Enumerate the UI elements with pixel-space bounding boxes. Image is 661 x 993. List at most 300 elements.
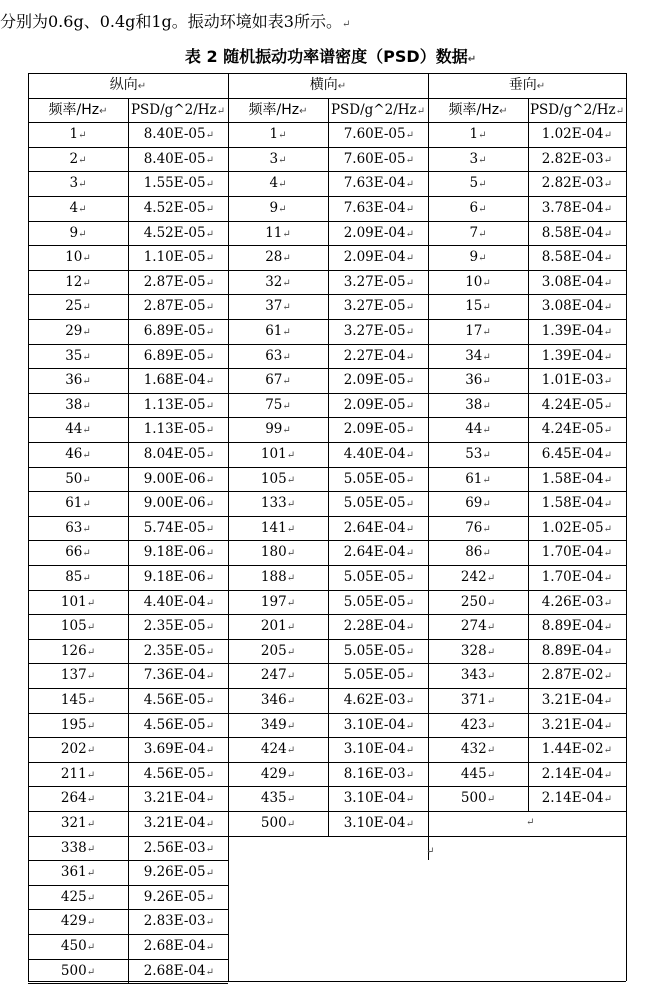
psd-cell-text: 2.14E-04	[541, 765, 604, 782]
paragraph-mark: ↵	[78, 228, 87, 240]
paragraph-mark: ↵	[405, 720, 414, 732]
freq-cell-text: 429	[260, 765, 287, 782]
col-divider	[328, 98, 329, 836]
psd-cell	[328, 172, 428, 196]
paragraph-mark: ↵	[603, 720, 612, 732]
paragraph-mark: ↵	[478, 179, 487, 191]
freq-cell	[228, 246, 328, 270]
psd-cell-text: 1.39E-04	[541, 323, 604, 339]
freq-cell	[228, 443, 328, 467]
psd-cell	[128, 222, 228, 246]
paragraph-mark: ↵	[282, 376, 291, 388]
row-divider	[428, 688, 626, 689]
paragraph-mark: ↵	[82, 253, 91, 265]
freq-cell-text: 247	[260, 667, 287, 684]
psd-cell-text: 9.00E-06	[143, 495, 206, 512]
freq-cell-text: 105	[60, 618, 87, 635]
psd-cell-text: 4.40E-04	[343, 446, 406, 462]
psd-cell	[528, 664, 626, 688]
psd-cell-text: 1.55E-05	[143, 175, 206, 192]
paragraph-mark: ↵	[205, 425, 214, 437]
psd-cell	[328, 197, 428, 221]
freq-cell-text: 188	[260, 569, 287, 585]
freq-cell-text: 264	[60, 790, 87, 807]
paragraph-mark: ↵	[82, 425, 91, 437]
paragraph-mark: ↵	[205, 646, 214, 658]
paragraph-mark: ↵	[486, 745, 496, 757]
col-header-psd-text: PSD/g^2/Hz	[529, 101, 616, 118]
freq-cell	[28, 271, 128, 295]
paragraph-mark: ↵	[205, 327, 214, 338]
paragraph-mark: ↵	[286, 646, 296, 658]
freq-cell	[428, 295, 528, 319]
freq-cell-text: 445	[460, 765, 487, 782]
paragraph-mark: ↵	[482, 277, 491, 289]
psd-cell	[128, 812, 228, 836]
psd-cell-text: 1.13E-05	[143, 421, 206, 438]
psd-cell-text: 9.18E-06	[143, 544, 206, 561]
paragraph-mark: ↵	[603, 696, 612, 707]
freq-cell-text: 38	[465, 396, 483, 413]
paragraph-mark: ↵	[78, 204, 87, 215]
paragraph-mark: ↵	[205, 130, 214, 142]
freq-cell-text: 63	[265, 347, 283, 364]
paragraph-mark: ↵	[603, 499, 612, 511]
freq-cell-text: 321	[60, 815, 87, 831]
psd-cell-text: 4.26E-03	[541, 593, 604, 610]
freq-cell	[28, 148, 128, 172]
psd-cell	[128, 271, 228, 295]
freq-cell	[28, 541, 128, 565]
col-header-psd-text: PSD/g^2/Hz	[330, 101, 417, 118]
paragraph-mark: ↵	[603, 351, 612, 363]
paragraph-mark: ↵	[299, 105, 308, 117]
paragraph-mark: ↵	[603, 646, 612, 658]
freq-cell	[28, 615, 128, 639]
freq-cell-text: 53	[465, 446, 483, 462]
freq-cell	[28, 664, 128, 688]
freq-cell-text: 7	[469, 224, 479, 241]
freq-cell	[228, 148, 328, 172]
freq-cell-text: 429	[60, 913, 87, 930]
paragraph-mark: ↵	[278, 154, 287, 166]
psd-cell	[528, 591, 626, 615]
group-header-text: 垂向	[508, 77, 537, 93]
paragraph-mark: ↵	[482, 400, 491, 412]
psd-cell-text: 8.89E-04	[541, 618, 604, 635]
psd-cell-text: 1.70E-04	[541, 544, 604, 561]
freq-cell	[228, 295, 328, 319]
psd-cell-text: 9.26E-05	[143, 864, 206, 881]
psd-cell-text: 7.36E-04	[143, 667, 206, 684]
psd-cell	[328, 246, 428, 270]
freq-cell	[428, 640, 528, 664]
paragraph-mark: ↵	[405, 302, 414, 314]
psd-cell	[328, 443, 428, 467]
freq-cell	[428, 468, 528, 492]
freq-cell	[228, 345, 328, 369]
table-border-left	[28, 73, 29, 981]
freq-cell-text: 500	[460, 790, 487, 807]
psd-cell	[128, 960, 228, 984]
freq-cell-text: 133	[260, 495, 287, 512]
freq-cell-text: 180	[260, 544, 287, 561]
psd-cell	[128, 861, 228, 885]
table-caption	[0, 46, 661, 71]
paragraph-mark: ↵	[86, 769, 96, 781]
freq-cell-text: 63	[65, 519, 83, 536]
paragraph-mark: ↵	[205, 499, 214, 511]
group-header	[228, 74, 428, 98]
paragraph-mark: ↵	[482, 523, 491, 535]
freq-cell	[428, 763, 528, 787]
psd-cell-text: 4.56E-05	[143, 716, 206, 733]
freq-cell	[228, 123, 328, 147]
row-divider	[428, 836, 626, 837]
paragraph-mark: ↵	[603, 425, 612, 437]
paragraph-mark: ↵	[282, 400, 291, 412]
paragraph-mark: ↵	[482, 425, 491, 437]
freq-cell	[28, 566, 128, 590]
psd-cell-text: 8.40E-05	[143, 126, 206, 143]
psd-cell-text: 7.60E-05	[343, 150, 406, 167]
freq-cell-text: 36	[65, 372, 83, 389]
psd-cell-text: 5.05E-05	[343, 569, 406, 585]
paragraph-mark: ↵	[286, 450, 296, 461]
paragraph-mark: ↵	[205, 942, 214, 953]
psd-cell-text: 2.28E-04	[343, 618, 406, 635]
group-divider	[428, 73, 429, 860]
psd-cell	[528, 148, 626, 172]
freq-cell-text: 86	[465, 544, 483, 561]
row-divider	[228, 836, 428, 837]
psd-cell	[528, 295, 626, 319]
paragraph-mark: ↵	[205, 351, 214, 363]
psd-cell-text: 2.09E-04	[343, 249, 406, 266]
psd-cell-text: 3.78E-04	[541, 200, 604, 216]
freq-cell-text: 9	[269, 200, 279, 216]
psd-cell-text: 6.89E-05	[143, 323, 206, 339]
paragraph-mark: ↵	[282, 425, 291, 437]
freq-cell-text: 61	[265, 323, 283, 339]
paragraph-mark: ↵	[405, 253, 414, 265]
paragraph-mark: ↵	[405, 277, 414, 289]
freq-cell-text: 29	[65, 323, 83, 339]
freq-cell	[428, 271, 528, 295]
paragraph-mark: ↵	[482, 450, 491, 461]
paragraph-mark: ↵	[405, 450, 414, 461]
psd-cell	[128, 517, 228, 541]
freq-cell	[428, 123, 528, 147]
row-divider	[428, 417, 626, 418]
paragraph-mark: ↵	[282, 277, 291, 289]
psd-cell-text: 5.74E-05	[143, 519, 206, 536]
freq-cell-text: 44	[465, 421, 483, 438]
freq-cell	[428, 394, 528, 418]
paragraph-mark: ↵	[603, 548, 612, 560]
freq-cell-text: 423	[460, 716, 487, 733]
row-divider	[428, 614, 626, 615]
paragraph-mark: ↵	[286, 548, 296, 560]
paragraph-mark: ↵	[405, 499, 414, 511]
freq-cell	[228, 394, 328, 418]
row-divider	[428, 565, 626, 566]
psd-cell-text: 1.68E-04	[143, 372, 206, 389]
paragraph-mark: ↵	[603, 573, 612, 584]
paragraph-mark: ↵	[603, 376, 612, 388]
psd-cell-text: 2.64E-04	[343, 544, 406, 561]
freq-cell	[228, 714, 328, 738]
freq-cell	[228, 369, 328, 393]
row-divider	[28, 983, 228, 984]
paragraph-mark: ↵	[82, 376, 91, 388]
paragraph-mark: ↵	[86, 942, 96, 953]
psd-cell-text: 6.45E-04	[541, 446, 604, 462]
psd-cell	[128, 320, 228, 344]
psd-cell	[128, 910, 228, 934]
paragraph-mark: ↵	[405, 130, 414, 142]
psd-cell-text: 3.10E-04	[343, 790, 406, 807]
psd-cell-text: 2.35E-05	[143, 642, 206, 659]
freq-cell-text: 1	[469, 126, 479, 143]
paragraph-mark: ↵	[78, 154, 87, 166]
paragraph-mark: ↵	[82, 400, 91, 412]
row-divider	[428, 344, 626, 345]
freq-cell	[28, 714, 128, 738]
freq-cell	[28, 689, 128, 713]
freq-cell	[428, 148, 528, 172]
psd-cell	[528, 172, 626, 196]
freq-cell	[28, 468, 128, 492]
freq-cell-text: 274	[460, 618, 487, 635]
row-divider	[428, 171, 626, 172]
paragraph-mark: ↵	[205, 450, 214, 461]
paragraph-mark: ↵	[86, 794, 96, 806]
col-header-freq	[28, 99, 128, 123]
freq-cell	[228, 640, 328, 664]
psd-cell	[128, 492, 228, 516]
psd-cell	[128, 689, 228, 713]
col-divider	[528, 98, 529, 811]
psd-cell-text: 8.04E-05	[143, 446, 206, 462]
freq-cell	[28, 345, 128, 369]
paragraph-mark: ↵	[486, 646, 496, 658]
freq-cell-text: 101	[260, 446, 287, 462]
freq-cell-text: 328	[460, 642, 487, 659]
psd-cell-text: 9.26E-05	[143, 888, 206, 905]
psd-cell	[528, 640, 626, 664]
psd-cell-text: 2.27E-04	[343, 347, 406, 364]
freq-cell-text: 4	[69, 200, 79, 216]
psd-cell-text: 3.27E-05	[343, 323, 406, 339]
paragraph-mark: ↵	[603, 671, 612, 683]
psd-cell	[128, 541, 228, 565]
psd-cell	[528, 345, 626, 369]
psd-cell-text: 3.21E-04	[143, 790, 206, 807]
psd-cell	[128, 295, 228, 319]
psd-cell	[528, 714, 626, 738]
paragraph-mark: ↵	[603, 745, 612, 757]
freq-cell-text: 11	[265, 224, 283, 241]
psd-cell	[328, 689, 428, 713]
paragraph-mark: ↵	[341, 19, 351, 30]
freq-cell	[428, 615, 528, 639]
psd-cell-text: 2.35E-05	[143, 618, 206, 635]
psd-cell	[128, 369, 228, 393]
paragraph-mark: ↵	[205, 745, 214, 757]
psd-cell-text: 3.21E-04	[541, 716, 604, 733]
psd-cell-text: 1.58E-04	[541, 470, 604, 487]
paragraph-mark: ↵	[216, 105, 226, 117]
freq-cell	[228, 222, 328, 246]
freq-cell	[428, 369, 528, 393]
freq-cell-text: 28	[265, 249, 283, 266]
paragraph-mark: ↵	[205, 868, 214, 880]
paragraph-mark: ↵	[486, 720, 496, 732]
psd-cell	[528, 123, 626, 147]
psd-cell	[128, 640, 228, 664]
paragraph-mark: ↵	[86, 720, 96, 732]
psd-cell-text: 6.89E-05	[143, 347, 206, 364]
freq-cell	[28, 837, 128, 861]
paragraph-mark: ↵	[205, 892, 214, 904]
psd-cell-text: 4.52E-05	[143, 224, 206, 241]
psd-cell-text: 1.39E-04	[541, 347, 604, 364]
freq-cell	[428, 738, 528, 762]
psd-cell-text: 8.58E-04	[541, 249, 604, 266]
freq-cell	[28, 640, 128, 664]
row-divider	[428, 196, 626, 197]
psd-cell	[528, 418, 626, 442]
freq-cell	[228, 664, 328, 688]
freq-cell	[228, 738, 328, 762]
paragraph-mark: ↵	[416, 105, 426, 117]
paragraph-mark: ↵	[82, 499, 91, 511]
paragraph-mark: ↵	[615, 105, 625, 117]
paragraph-mark: ↵	[205, 671, 214, 683]
psd-cell-text: 1.10E-05	[143, 249, 206, 266]
freq-cell	[28, 418, 128, 442]
paragraph-mark: ↵	[82, 523, 91, 535]
paragraph-mark: ↵	[482, 302, 491, 314]
freq-cell-text: 242	[460, 569, 487, 585]
freq-cell	[428, 197, 528, 221]
psd-table	[28, 73, 626, 981]
psd-cell	[328, 148, 428, 172]
psd-cell-text: 4.24E-05	[541, 421, 604, 438]
row-divider	[428, 294, 626, 295]
paragraph-mark: ↵	[286, 597, 296, 609]
psd-cell-text: 7.63E-04	[343, 200, 406, 216]
freq-cell	[428, 591, 528, 615]
psd-cell	[328, 369, 428, 393]
paragraph-mark: ↵	[486, 671, 496, 683]
freq-cell	[28, 443, 128, 467]
psd-cell	[328, 714, 428, 738]
paragraph-mark: ↵	[499, 105, 508, 117]
psd-cell	[528, 763, 626, 787]
psd-cell	[328, 738, 428, 762]
paragraph-mark: ↵	[82, 573, 91, 584]
psd-cell-text: 9.18E-06	[143, 569, 206, 585]
psd-cell	[328, 320, 428, 344]
paragraph-mark: ↵	[86, 966, 96, 978]
psd-cell	[328, 492, 428, 516]
paragraph-mark: ↵	[205, 622, 214, 634]
freq-cell	[28, 910, 128, 934]
psd-cell	[328, 640, 428, 664]
psd-cell	[328, 418, 428, 442]
freq-cell-text: 9	[469, 249, 479, 266]
paragraph-mark: ↵	[205, 376, 214, 388]
psd-cell	[128, 246, 228, 270]
paragraph-mark: ↵	[482, 327, 491, 338]
psd-cell	[128, 443, 228, 467]
paragraph-mark: ↵	[205, 769, 214, 781]
psd-cell-text: 5.05E-05	[343, 495, 406, 512]
psd-cell	[528, 689, 626, 713]
row-divider	[428, 147, 626, 148]
psd-cell	[128, 837, 228, 861]
paragraph-mark: ↵	[205, 696, 214, 707]
psd-cell-text: 4.52E-05	[143, 200, 206, 216]
paragraph-mark: ↵	[205, 819, 214, 830]
freq-cell	[28, 394, 128, 418]
psd-cell-text: 3.21E-04	[541, 692, 604, 708]
freq-cell-text: 2	[69, 150, 79, 167]
psd-cell	[328, 222, 428, 246]
row-divider	[428, 491, 626, 492]
paragraph-mark: ↵	[603, 450, 612, 461]
psd-cell	[128, 123, 228, 147]
paragraph-mark: ↵	[603, 204, 612, 215]
intro-text: 分别为0.6g、0.4g和1g。振动环境如表3所示。	[0, 12, 342, 31]
paragraph-mark: ↵	[405, 179, 414, 191]
freq-cell-text: 141	[260, 519, 287, 536]
freq-cell-text: 67	[265, 372, 283, 389]
paragraph-mark: ↵	[205, 573, 214, 584]
freq-cell-text: 250	[460, 593, 487, 610]
freq-cell-text: 105	[260, 470, 287, 487]
paragraph-mark: ↵	[137, 81, 147, 92]
col-divider	[128, 98, 129, 984]
row-divider	[428, 467, 626, 468]
freq-cell-text: 61	[65, 495, 83, 512]
psd-cell	[328, 812, 428, 836]
freq-cell	[228, 591, 328, 615]
paragraph-mark: ↵	[286, 769, 296, 781]
paragraph-mark: ↵	[405, 474, 414, 486]
paragraph-mark: ↵	[82, 474, 91, 486]
paragraph-mark: ↵	[337, 81, 347, 92]
psd-cell	[328, 615, 428, 639]
freq-cell	[28, 935, 128, 959]
psd-cell-text: 8.40E-05	[143, 150, 206, 167]
paragraph-mark: ↵	[205, 548, 214, 560]
row-divider	[428, 590, 626, 591]
table-border-top	[28, 73, 626, 74]
freq-cell-text: 32	[265, 273, 283, 290]
paragraph-mark: ↵	[405, 548, 414, 560]
row-divider	[428, 122, 626, 123]
paragraph-mark: ↵	[82, 450, 91, 461]
freq-cell-text: 10	[465, 273, 483, 290]
freq-cell-text: 15	[465, 298, 483, 315]
psd-cell	[528, 517, 626, 541]
paragraph-mark: ↵	[482, 499, 491, 511]
paragraph-mark: ↵	[86, 892, 96, 904]
freq-cell	[28, 295, 128, 319]
